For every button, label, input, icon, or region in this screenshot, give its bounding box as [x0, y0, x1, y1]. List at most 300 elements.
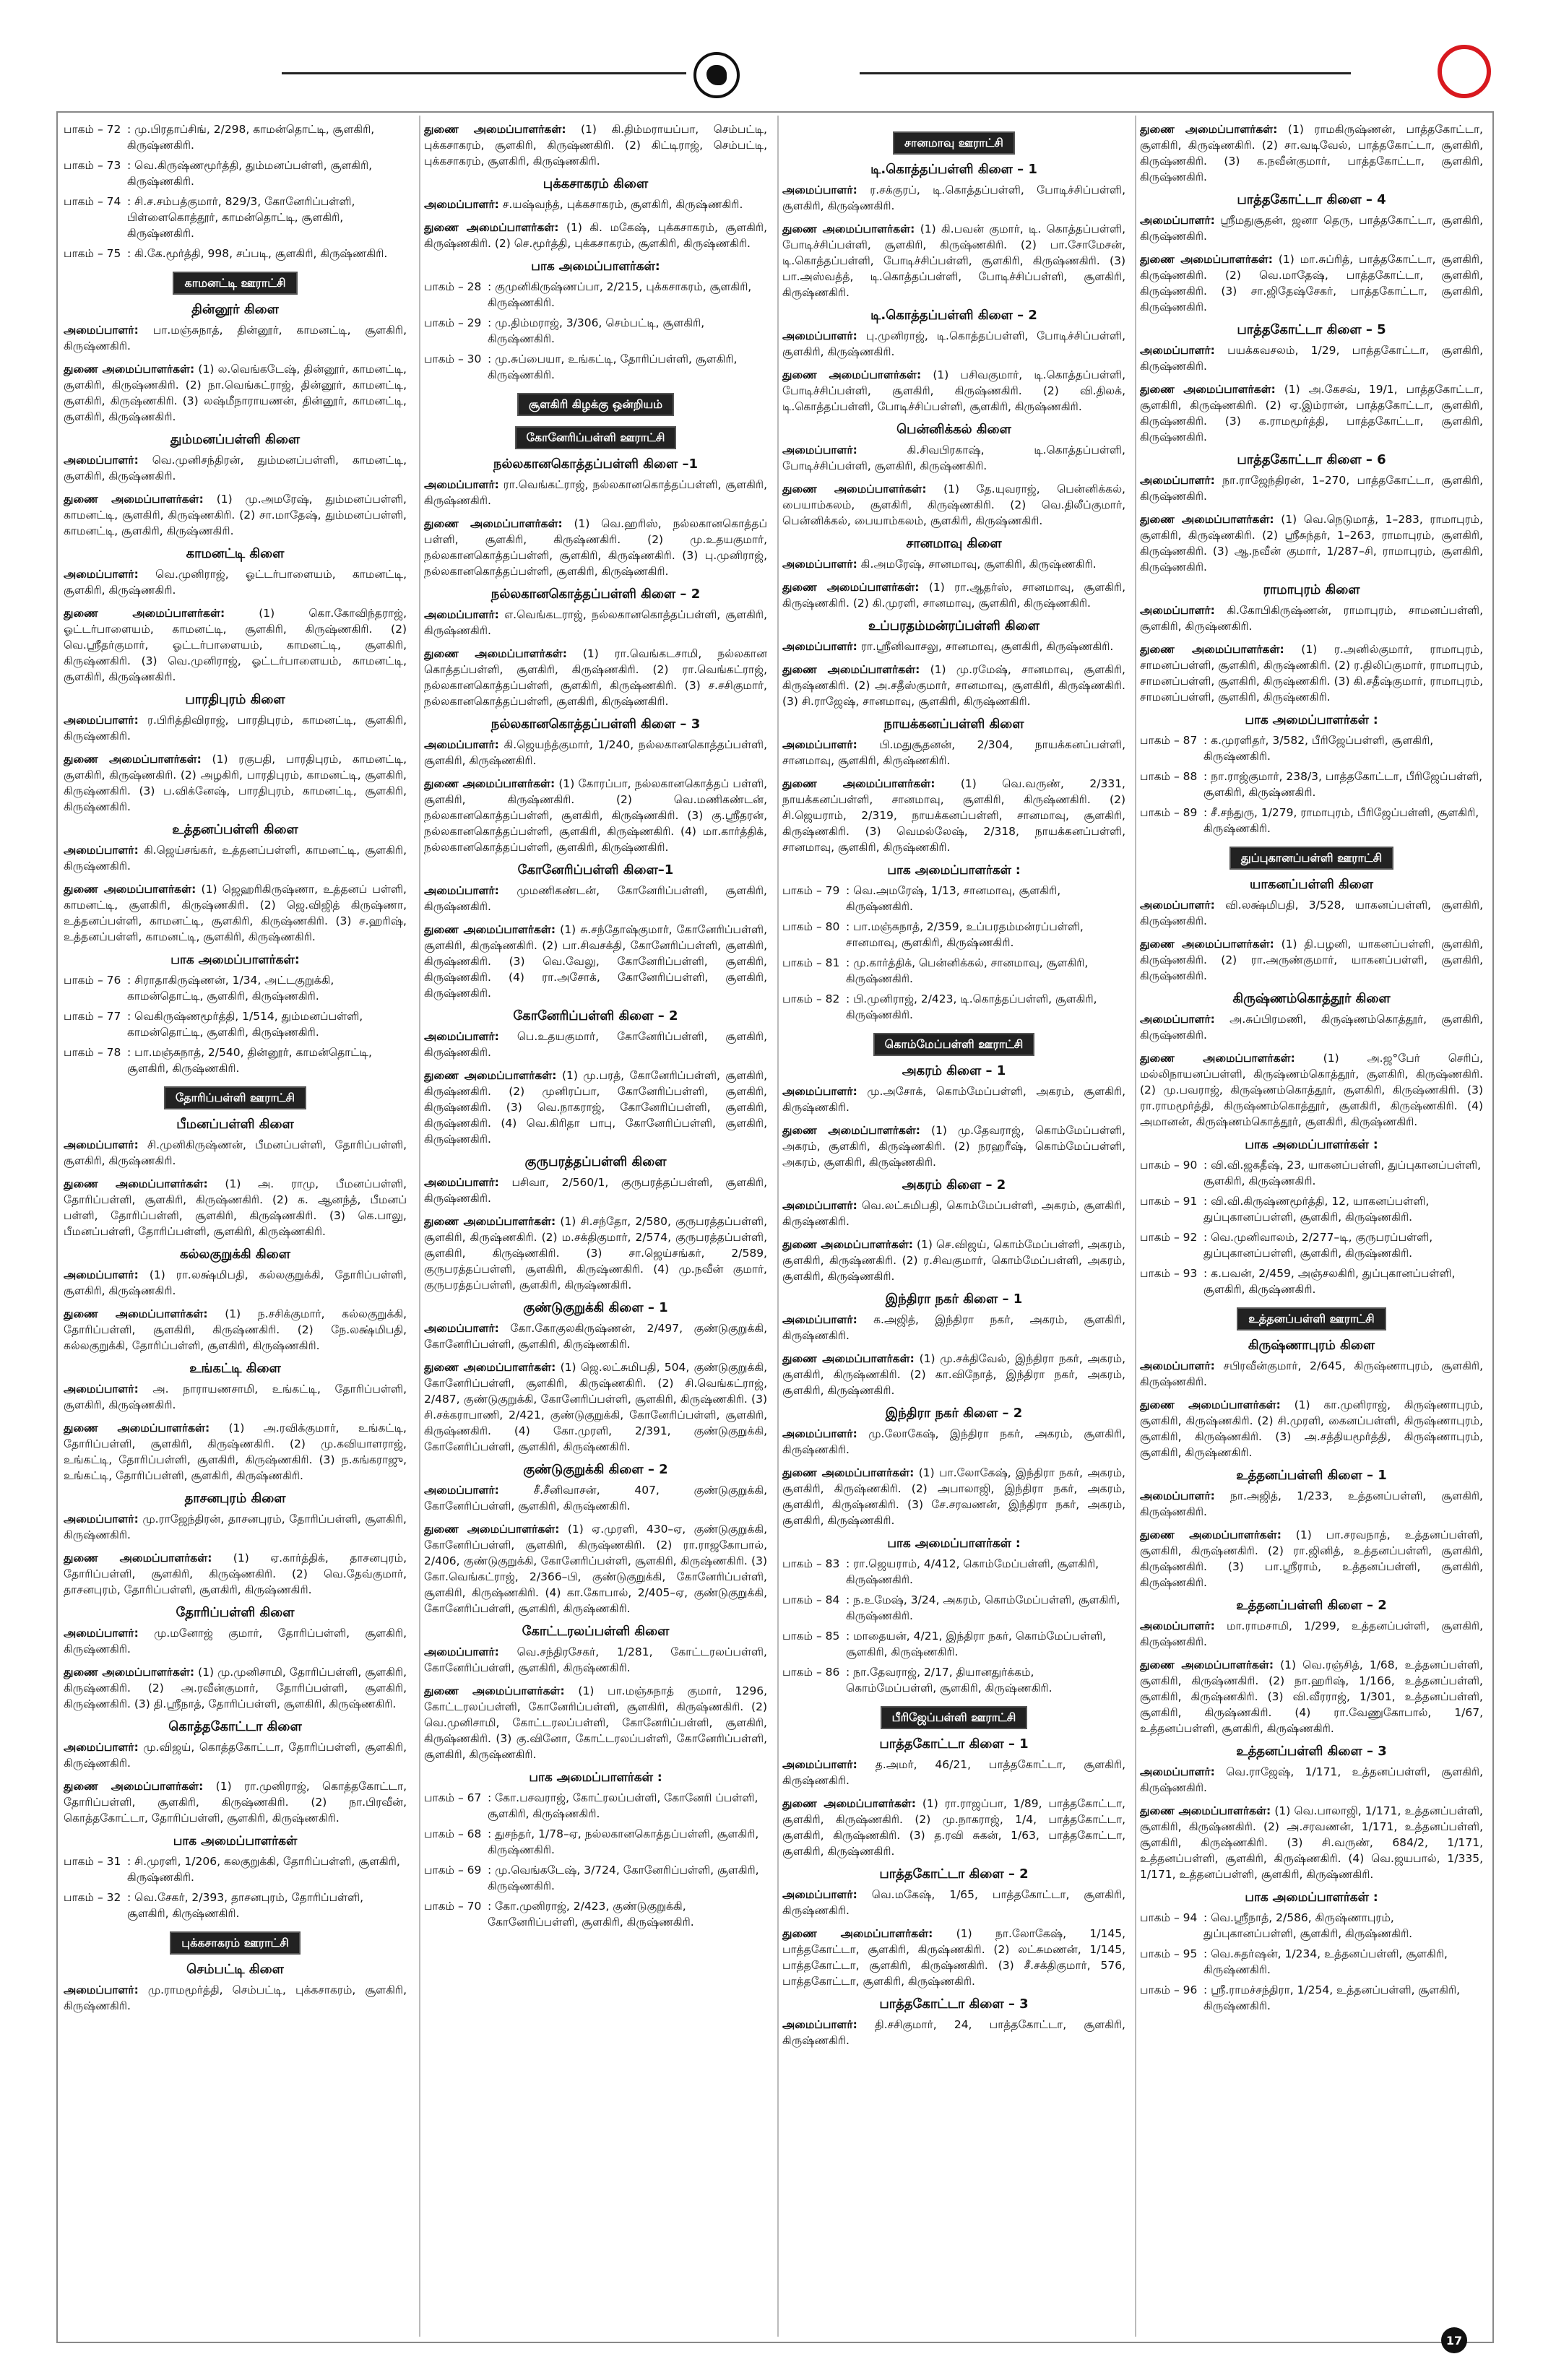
booth-organiser: : வெகிருஷ்ணமூர்த்தி, 1/514, தும்மனப்பள்ளி, காமன்தொட்டி, சூளகிரி, கிருஷ்ணகிரி. [127, 1010, 363, 1039]
branch-title: புக்கசாகரம் கிளை [543, 176, 649, 191]
branch-title: கொத்தகோட்டா கிளை [168, 1719, 302, 1734]
booth-organisers-heading: பாக அமைப்பாளர்கள் : [887, 1536, 1021, 1551]
role-label: துணை அமைப்பாளர்கள்: [782, 1352, 915, 1365]
page-number: 17 [1441, 2327, 1467, 2353]
organiser-names: (1) சு.சந்தோஷ்குமார், கோனேரிப்பள்ளி, சூளகிரி, கிருஷ்ணகிரி. (2) பா.சிவசக்தி, கோனேரிப்பள்ளி, சூளகிரி, கிருஷ்ணகிரி. (3) வெ.வேலு, கோனேரிப்பள்ளி, சூளகிரி, கிருஷ்ணகிரி. (4) ரா.அசோக், கோனேரிப்பள்ளி, சூளகிரி, கிருஷ்ணகிரி. [424, 923, 767, 1000]
organiser-names: ச.யஷ்வந்த், புக்கசாகரம், சூளகிரி, கிருஷ்ணகிரி. [498, 198, 743, 211]
organiser-paragraph [782, 1887, 1125, 1918]
booth-entry [1140, 732, 1483, 764]
organiser-paragraph [1140, 1358, 1483, 1390]
organiser-paragraph [64, 1739, 407, 1771]
role-label: அமைப்பாளர்: [424, 608, 499, 621]
organiser-names: (1) கொ.கோவிந்தராஜ், ஓட்டர்பாளையம், காமனட்டி, சூளகிரி, கிருஷ்ணகிரி. (2) வெ.ஸ்ரீதர்குமார், ஓட்டர்பாளையம், காமனட்டி, சூளகிரி, கிருஷ்ணகிரி. (3) வெ.முனிராஜ், ஓட்டர்பாளையம், காமனட்டி, சூளகிரி, கிருஷ்ணகிரி. [64, 607, 407, 683]
organiser-names: (1) தி.பழனி, யாகனப்பள்ளி, சூளகிரி, கிருஷ்ணகிரி. (2) ரா.அருண்குமார், யாகனப்பள்ளி, சூளகிரி, கிருஷ்ணகிரி. [1140, 938, 1483, 982]
organiser-names: பா.மஞ்சுநாத், தின்னூர், காமனட்டி, சூளகிரி, கிருஷ்ணகிரி. [64, 324, 407, 352]
booth-organiser: : துசந்தர், 1/78–ஏ, நல்லகானகொத்தப்பள்ளி, சூளகிரி, கிருஷ்ணகிரி. [488, 1827, 759, 1856]
booth-entry [1140, 1193, 1483, 1225]
organiser-paragraph [782, 2017, 1125, 2048]
branch-title: கோனேரிப்பள்ளி கிளை–1 [517, 862, 674, 878]
branch-title: டி.கொத்தப்பள்ளி கிளை – 2 [870, 308, 1037, 323]
organiser-names: ர.சக்குரப், டி.கொத்தப்பள்ளி, போடிச்சிப்பள்ளி, சூளகிரி, கிருஷ்ணகிரி. [782, 183, 1125, 212]
branch-title: தும்மனப்பள்ளி கிளை [170, 432, 301, 447]
organiser-paragraph [64, 1664, 407, 1712]
booth-entry [1140, 1229, 1483, 1261]
organiser-paragraph [1140, 511, 1483, 575]
panchayat-heading-label: காமனட்டி ஊராட்சி [173, 272, 297, 295]
organiser-paragraph [782, 367, 1125, 415]
panchayat-heading [424, 393, 767, 416]
booth-entry [1140, 1946, 1483, 1978]
booth-organiser: : மாதையன், 4/21, இந்திரா நகர், கொம்மேப்பள்ளி, சூளகிரி, கிருஷ்ணகிரி. [846, 1630, 1107, 1658]
booth-organiser: : க.பவன், 2/459, அஞ்சலகிரி, துப்புகானப்பள்ளி, சூளகிரி, கிருஷ்ணகிரி. [1203, 1267, 1456, 1296]
booth-organiser: : சி.ச.சம்பத்குமார், 829/3, கோனேரிப்பள்ளி, பிள்ளைகொத்தூர், காமன்தொட்டி, சூளகிரி, கிருஷ்ணகிரி. [127, 195, 355, 240]
booth-number: பாகம் – 79 [782, 884, 840, 897]
role-label: துணை அமைப்பாளர்கள்: [424, 123, 566, 136]
organiser-names: (1) சி.சந்தோ, 2/580, குருபரத்தப்பள்ளி, சூளகிரி, கிருஷ்ணகிரி. (2) ம.சக்திகுமார், 2/574, குருபரத்தப்பள்ளி, சூளகிரி, கிருஷ்ணகிரி. (3) சா.ஜெய்சங்கர், 2/589, குருபரத்தப்பள்ளி, சூளகிரி, கிருஷ்ணகிரி. (4) மு.நவீன் குமார், குருபரத்தப்பள்ளி, சூளகிரி, கிருஷ்ணகிரி. [424, 1215, 767, 1291]
organiser-paragraph [424, 607, 767, 639]
booth-number: பாகம் – 95 [1140, 1947, 1198, 1960]
booth-number: பாகம் – 77 [64, 1010, 121, 1023]
role-label: அமைப்பாளர்: [424, 1322, 499, 1335]
role-label: அமைப்பாளர்: [64, 1513, 139, 1526]
organiser-names: (1) கி. மகேஷ், புக்கசாகரம், சூளகிரி, கிருஷ்ணகிரி. (2) செ.மூர்த்தி, புக்கசாகரம், சூளகிரி, கிருஷ்ணகிரி. [424, 221, 767, 250]
organiser-paragraph [1140, 381, 1483, 445]
organiser-paragraph [64, 1982, 407, 2014]
organiser-names: முமணிகண்டன், கோனேரிப்பள்ளி, சூளகிரி, கிருஷ்ணகிரி. [424, 884, 767, 913]
booth-entry [424, 1898, 767, 1930]
organiser-paragraph [64, 1625, 407, 1657]
role-label: துணை அமைப்பாளர்கள்: [64, 1666, 195, 1679]
booth-organiser: : பா.மஞ்சுநாத், 2/540, தின்னூர், காமன்தொட்டி, சூளகிரி, கிருஷ்ணகிரி. [127, 1046, 372, 1075]
branch-title: நல்லகானகொத்தப்பள்ளி கிளை – 2 [490, 587, 701, 602]
branch-title: இந்திரா நகர் கிளை – 2 [885, 1406, 1023, 1421]
organiser-names: (1) வெ.ஹரிஸ், நல்லகானகொத்தப் பள்ளி, சூளகிரி, கிருஷ்ணகிரி. (2) மு.உதயகுமார், நல்லகானகொத்தப்பள்ளி, சூளகிரி, கிருஷ்ணகிரி. (3) பு.முனிராஜ், நல்லகானகொத்தப்பள்ளி, சூளகிரி, கிருஷ்ணகிரி. [424, 517, 767, 578]
booth-number: பாகம் – 76 [64, 974, 121, 987]
role-label: அமைப்பாளர்: [782, 2018, 857, 2031]
organiser-names: (1) ராமகிருஷ்ணன், பாத்தகோட்டா, சூளகிரி, கிருஷ்ணகிரி. (2) சா.வடிவேல், பாத்தகோட்டா, சூளகிரி, கிருஷ்ணகிரி. (3) க.நவீன்குமார், பாத்தகோட்டா, சூளகிரி, கிருஷ்ணகிரி. [1140, 123, 1483, 183]
role-label: துணை அமைப்பாளர்கள்: [1140, 1528, 1281, 1541]
organiser-paragraph [424, 516, 767, 579]
organiser-names: (1) அ. ராமு, பீமனப்பள்ளி, தோரிப்பள்ளி, சூளகிரி, கிருஷ்ணகிரி. (2) க. ஆனந்த், பீமனப் பள்ளி, தோரிப்பள்ளி, சூளகிரி, கிருஷ்ணகிரி. (3) கெ.பாலு, பீமனப்பள்ளி, தோரிப்பள்ளி, சூளகிரி, கிருஷ்ணகிரி. [64, 1177, 407, 1238]
organiser-names: (1) மு.பரத், கோனேரிப்பள்ளி, சூளகிரி, கிருஷ்ணகிரி. (2) முனிரப்பா, கோனேரிப்பள்ளி, சூளகிரி, கிருஷ்ணகிரி. (3) வெ.நாகராஜ், கோனேரிப்பள்ளி, சூளகிரி, கிருஷ்ணகிரி. (4) வெ.கிரிதா பாபு, கோனேரிப்பள்ளி, சூளகிரி, கிருஷ்ணகிரி. [424, 1069, 767, 1146]
organiser-paragraph [64, 1306, 407, 1354]
organiser-names: பயக்கவசலம், 1/29, பாத்தகோட்டா, சூளகிரி, கிருஷ்ணகிரி. [1140, 344, 1483, 373]
booth-entry [1140, 769, 1483, 800]
branch-title: தோரிப்பள்ளி கிளை [176, 1605, 295, 1620]
organiser-names: வெ.மகேஷ், 1/65, பாத்தகோட்டா, சூளகிரி, கிருஷ்ணகிரி. [782, 1888, 1125, 1917]
booth-entry [424, 351, 767, 383]
role-label: அமைப்பாளர்: [782, 329, 857, 342]
organiser-names: அ.சுப்பிரமணி, கிருஷ்ணம்கொத்தூர், சூளகிரி, கிருஷ்ணகிரி. [1140, 1013, 1483, 1042]
branch-title: உத்தனப்பள்ளி கிளை – 3 [1236, 1744, 1387, 1759]
booth-organiser: : ஸ்ரீ.ராமச்சந்திரா, 1/254, உத்தனப்பள்ளி, சூளகிரி, கிருஷ்ணகிரி. [1203, 1983, 1461, 2012]
booth-organisers-heading: பாக அமைப்பாளர்கள் [173, 1834, 298, 1848]
organiser-paragraph [782, 556, 1125, 572]
role-label: துணை அமைப்பாளர்கள்: [424, 1215, 556, 1228]
booth-number: பாகம் – 88 [1140, 770, 1198, 783]
organiser-names: ர.பிரித்திவிராஜ், பாரதிபுரம், காமனட்டி, சூளகிரி, கிருஷ்ணகிரி. [64, 714, 407, 743]
role-label: அமைப்பாளர்: [782, 1427, 857, 1440]
role-label: அமைப்பாளர்: [64, 568, 139, 581]
organiser-paragraph [1140, 121, 1483, 185]
role-label: அமைப்பாளர்: [782, 1313, 857, 1326]
role-label: அமைப்பாளர்: [64, 454, 139, 467]
organiser-paragraph [424, 1213, 767, 1293]
organiser-paragraph [782, 662, 1125, 709]
organiser-paragraph [782, 1312, 1125, 1343]
role-label: துணை அமைப்பாளர்கள்: [64, 363, 195, 376]
organiser-paragraph [1140, 1764, 1483, 1796]
panchayat-heading [424, 426, 767, 449]
panchayat-heading-label: கொம்மேப்பள்ளி ஊராட்சி [873, 1033, 1035, 1056]
organiser-paragraph [424, 883, 767, 914]
organiser-names: வெ.ராஜேஷ், 1/171, உத்தனப்பள்ளி, சூளகிரி, கிருஷ்ணகிரி. [1140, 1765, 1483, 1794]
branch-title: பென்னிக்கல் கிளை [896, 422, 1011, 437]
booth-organiser: : கோ.முனிராஜ், 2/423, குண்டுகுறுக்கி, கோனேரிப்பள்ளி, சூளகிரி, கிருஷ்ணகிரி. [488, 1900, 694, 1929]
organiser-paragraph [1140, 936, 1483, 984]
branch-title: பாத்தகோட்டா கிளை – 3 [879, 1996, 1029, 2012]
booth-organiser: : மு.பிரதாப்சிங், 2/298, காமன்தொட்டி, சூளகிரி, கிருஷ்ணகிரி. [127, 123, 375, 152]
panchayat-heading-label: கோனேரிப்பள்ளி ஊராட்சி [515, 426, 677, 449]
role-label: துணை அமைப்பாளர்கள்: [64, 607, 225, 620]
booth-number: பாகம் – 83 [782, 1557, 840, 1570]
branch-title: ராமாபுரம் கிளை [1263, 582, 1360, 597]
booth-organiser: : வெ.சேகர், 2/393, தாசனபுரம், தோரிப்பள்ளி, சூளகிரி, கிருஷ்ணகிரி. [127, 1891, 364, 1920]
branch-title: அகரம் கிளை – 1 [902, 1063, 1006, 1078]
organiser-paragraph [424, 1521, 767, 1617]
organiser-names: (1) ரா.வெங்கடசாமி, நல்லகான கொத்தப்பள்ளி, சூளகிரி, கிருஷ்ணகிரி. (2) ரா.வெங்கட்ராஜ், நல்லகானகொத்தப்பள்ளி, சூளகிரி, கிருஷ்ணகிரி. (3) ச.சசிகுமார், நல்லகானகொத்தப்பள்ளி, சூளகிரி, கிருஷ்ணகிரி. [424, 647, 767, 708]
booth-organiser: : குமுனிகிருஷ்ணப்பா, 2/215, புக்கசாகரம், சூளகிரி, கிருஷ்ணகிரி. [488, 280, 752, 309]
organiser-names: (1) மு.ரமேஷ், சானமாவு, சூளகிரி, கிருஷ்ணகிரி. (2) அ.சதீஸ்குமார், சானமாவு, சூளகிரி, கிருஷ்ணகிரி. (3) சி.ராஜேஷ், சானமாவு, சூளகிரி, கிருஷ்ணகிரி. [782, 663, 1125, 708]
role-label: அமைப்பாளர்: [782, 1199, 857, 1212]
booth-organiser: : வெ.அமரேஷ், 1/13, சானமாவு, சூளகிரி, கிருஷ்ணகிரி. [846, 884, 1061, 913]
page-header [0, 0, 1543, 108]
organiser-paragraph [424, 1644, 767, 1676]
organiser-names: சபிரவீன்குமார், 2/645, கிருஷ்ணாபுரம், சூளகிரி, கிருஷ்ணகிரி. [1140, 1359, 1483, 1388]
booth-organiser: : மு.கார்த்திக், பென்னிக்கல், சானமாவு, சூளகிரி, கிருஷ்ணகிரி. [846, 956, 1089, 985]
booth-organisers-heading: பாக அமைப்பாளர்கள் : [1245, 713, 1378, 727]
branch-title: பாத்தகோட்டா கிளை – 1 [879, 1736, 1029, 1752]
organiser-paragraph [424, 220, 767, 251]
branch-title: உத்தனப்பள்ளி கிளை – 2 [1236, 1598, 1387, 1613]
organiser-paragraph [782, 1237, 1125, 1284]
organiser-names: (1) நா.லோகேஷ், 1/145, பாத்தகோட்டா, சூளகிரி, கிருஷ்ணகிரி. (2) லட்சுமணன், 1/145, பாத்தகோட்டா, சூளகிரி, கிருஷ்ணகிரி. (3) சீ.சக்திகுமார், 576, பாத்தகோட்டா, சூளகிரி, கிருஷ்ணகிரி. [782, 1927, 1125, 1988]
booth-organiser: : ரா.ஜெயராம், 4/412, கொம்மேப்பள்ளி, சூளகிரி, கிருஷ்ணகிரி. [846, 1557, 1099, 1586]
organiser-names: த.அமர், 46/21, பாத்தகோட்டா, சூளகிரி, கிருஷ்ணகிரி. [782, 1758, 1125, 1787]
booth-entry [782, 883, 1125, 914]
branch-title: குண்டுகுறுக்கி கிளை – 1 [523, 1300, 668, 1315]
panchayat-heading-label: சானமாவு ஊராட்சி [893, 131, 1015, 155]
role-label: துணை அமைப்பாளர்கள்: [782, 663, 920, 676]
booth-number: பாகம் – 85 [782, 1630, 840, 1643]
organiser-names: சி.முனிகிருஷ்ணன், பீமனப்பள்ளி, தோரிப்பள்ளி, சூளகிரி, கிருஷ்ணகிரி. [64, 1138, 407, 1167]
organiser-paragraph [424, 1068, 767, 1147]
organiser-paragraph [1140, 1657, 1483, 1736]
organiser-names: (1) வெ.வருண், 2/331, நாயக்கனப்பள்ளி, சானமாவு, சூளகிரி, கிருஷ்ணகிரி. (2) சி.ஜெயராம், 2/319, நாயக்கனப்பள்ளி, சானமாவு, சூளகிரி, கிருஷ்ணகிரி. (3) வெமல்லேஷ், 2/318, நாயக்கனப்பள்ளி, சானமாவு, சூளகிரி, கிருஷ்ணகிரி. [782, 777, 1125, 854]
organiser-paragraph [424, 776, 767, 855]
role-label: அமைப்பாளர்: [1140, 1013, 1215, 1026]
branch-title: உப்பரதம்மன்ரப்பள்ளி கிளை [868, 618, 1040, 633]
organiser-names: வெ.முனிசந்திரன், தும்மனப்பள்ளி, காமனட்டி, சூளகிரி, கிருஷ்ணகிரி. [64, 454, 407, 483]
organiser-paragraph [1140, 251, 1483, 315]
branch-title: உத்தனப்பள்ளி கிளை [172, 822, 298, 837]
organiser-names: எ.வெங்கடராஜ், நல்லகானகொத்தப்பள்ளி, சூளகிரி, கிருஷ்ணகிரி. [424, 608, 767, 637]
panchayat-heading [1140, 847, 1483, 870]
role-label: துணை அமைப்பாளர்கள்: [424, 221, 559, 234]
booth-entry [64, 1044, 407, 1076]
booth-entry [1140, 805, 1483, 836]
role-label: துணை அமைப்பாளர்கள்: [1140, 938, 1274, 951]
organiser-names: (1) ஏ.முரளி, 430–ஏ, குண்டுகுறுக்கி, கோனேரிப்பள்ளி, சூளகிரி, கிருஷ்ணகிரி. (2) ரா.ராஜகோபால், 2/406, குண்டுகுறுக்கி, கோனேரிப்பள்ளி, சூளகிரி, கிருஷ்ணகிரி. (3) கோ.வெங்கட்ராஜ், 2/366–பி, குண்டுகுறுக்கி, கோனேரிப்பள்ளி, சூளகிரி, கிருஷ்ணகிரி. (4) கா.கோபால், 2/405–ஏ, குண்டுகுறுக்கி, கோனேரிப்பள்ளி, சூளகிரி, கிருஷ்ணகிரி. [424, 1523, 767, 1615]
role-label: துணை அமைப்பாளர்கள்: [64, 1780, 204, 1793]
organiser-names: பசிவா, 2/560/1, குருபரத்தப்பள்ளி, சூளகிரி, கிருஷ்ணகிரி. [424, 1176, 767, 1205]
organiser-paragraph [64, 491, 407, 539]
booth-number: பாகம் – 32 [64, 1891, 121, 1904]
branch-title: உங்கட்டி கிளை [189, 1361, 281, 1376]
branch-title: கோனேரிப்பள்ளி கிளை – 2 [513, 1008, 678, 1024]
booth-organiser: : மு.திம்மராஜ், 3/306, செம்பட்டி, சூளகிரி, கிருஷ்ணகிரி. [488, 316, 705, 345]
role-label: துணை அமைப்பாளர்கள்: [782, 1238, 914, 1251]
organiser-paragraph [782, 182, 1125, 214]
role-label: துணை அமைப்பாளர்கள்: [1140, 1658, 1274, 1671]
role-label: அமைப்பாளர்: [782, 738, 857, 751]
branch-title: டி.கொத்தப்பள்ளி கிளை – 1 [870, 162, 1037, 177]
role-label: துணை அமைப்பாளர்கள்: [782, 777, 935, 790]
organiser-names: கி.ஜெய்சங்கர், உத்தனப்பள்ளி, காமனட்டி, சூளகிரி, கிருஷ்ணகிரி. [64, 844, 407, 873]
booth-entry [64, 1008, 407, 1040]
role-label: துணை அமைப்பாளர்கள்: [64, 1307, 208, 1320]
branch-title: கோட்டரலப்பள்ளி கிளை [522, 1624, 670, 1639]
booth-organiser: : வி.வி.ஜகதீஷ், 23, யாகனப்பள்ளி, துப்புகானப்பள்ளி, சூளகிரி, கிருஷ்ணகிரி. [1203, 1159, 1482, 1187]
organiser-names: ரா.ஸ்ரீனிவாசலு, சானமாவு, சூளகிரி, கிருஷ்ணகிரி. [857, 640, 1114, 653]
role-label: அமைப்பாளர்: [64, 1138, 139, 1151]
organiser-names: ஸ்ரீமதுசூதன், ஜனா தெரு, பாத்தகோட்டா, சூளகிரி, கிருஷ்ணகிரி. [1140, 214, 1483, 243]
organiser-paragraph [64, 712, 407, 744]
panchayat-heading [64, 1931, 407, 1955]
booth-number: பாகம் – 92 [1140, 1231, 1198, 1244]
organiser-paragraph [1140, 212, 1483, 244]
role-label: அமைப்பாளர்: [1140, 604, 1215, 617]
header-rule-right [860, 72, 1351, 74]
organiser-paragraph [424, 477, 767, 509]
organiser-names: கி.அமரேஷ், சானமாவு, சூளகிரி, கிருஷ்ணகிரி. [857, 558, 1097, 571]
role-label: துணை அமைப்பாளர்கள்: [782, 1927, 933, 1940]
booth-entry [64, 1890, 407, 1921]
organiser-paragraph [64, 361, 407, 425]
organiser-names: (1) ர.அனில்குமார், ராமாபுரம், சாமனப்பள்ளி, சூளகிரி, கிருஷ்ணகிரி. (2) ர.திலிப்குமார், ராமாபுரம், சாமனப்பள்ளி, சூளகிரி, கிருஷ்ணகிரி. (3) கி.சதீஷ்குமார், ராமாபுரம், சாமனப்பள்ளி, சூளகிரி, கிருஷ்ணகிரி. [1140, 643, 1483, 704]
organiser-paragraph [64, 1420, 407, 1484]
role-label: அமைப்பாளர்: [424, 478, 499, 491]
red-circle-marker [1438, 45, 1491, 98]
role-label: அமைப்பாளர்: [1140, 1765, 1215, 1778]
column-1 [64, 121, 407, 2324]
organiser-paragraph [424, 121, 767, 169]
organiser-paragraph [782, 1926, 1125, 1989]
role-label: துணை அமைப்பாளர்கள்: [424, 923, 556, 936]
role-label: அமைப்பாளர்: [1140, 1489, 1215, 1502]
organiser-paragraph [64, 881, 407, 945]
booth-entry [782, 1664, 1125, 1696]
booth-organiser: : நா.தேவராஜ், 2/17, தியானதுர்க்கம், கொம்மேப்பள்ளி, சூளகிரி, கிருஷ்ணகிரி. [846, 1666, 1053, 1695]
organiser-names: (1) அ.ரவிக்குமார், உங்கட்டி, தோரிப்பள்ளி, சூளகிரி, கிருஷ்ணகிரி. (2) மு.கவியாளராஜ், உங்கட்டி, தோரிப்பள்ளி, சூளகிரி, கிருஷ்ணகிரி. (3) ந.கங்கராஜு, உங்கட்டி, தோரிப்பள்ளி, சூளகிரி, கிருஷ்ணகிரி. [64, 1421, 407, 1482]
booth-entry [782, 1556, 1125, 1588]
role-label: அமைப்பாளர்: [424, 1030, 499, 1043]
booth-entry [64, 1853, 407, 1885]
role-label: அமைப்பாளர்: [782, 1085, 857, 1098]
branch-title: உத்தனப்பள்ளி கிளை – 1 [1236, 1468, 1387, 1483]
organiser-names: (1) கி.பவன் குமார், டி. கொத்தப்பள்ளி, போடிச்சிப்பள்ளி, சூளகிரி, கிருஷ்ணகிரி. (2) பா.சோமேசன், டி.கொத்தப்பள்ளி, போடிச்சிப்பள்ளி, சூளகிரி, கிருஷ்ணகிரி. (3) பா.அஸ்வத்த், டி.கொத்தப்பள்ளி, போடிச்சிப்பள்ளி, சூளகிரி, கிருஷ்ணகிரி. [782, 222, 1125, 299]
booth-organiser: : பி.முனிராஜ், 2/423, டி.கொத்தப்பள்ளி, சூளகிரி, கிருஷ்ணகிரி. [846, 992, 1097, 1021]
role-label: துணை அமைப்பாளர்கள்: [64, 1177, 208, 1190]
booth-organiser: : ந.உமேஷ், 3/24, அகரம், கொம்மேப்பள்ளி, சூளகிரி, கிருஷ்ணகிரி. [846, 1593, 1120, 1622]
organiser-names: நா.ராஜேந்திரன், 1–270, பாத்தகோட்டா, சூளகிரி, கிருஷ்ணகிரி. [1140, 474, 1483, 503]
organiser-paragraph [782, 1351, 1125, 1398]
booth-organiser: : சி.முரளி, 1/206, கலகுறுக்கி, தோரிப்பள்ளி, சூளகிரி, கிருஷ்ணகிரி. [127, 1855, 400, 1884]
branch-title: யாகனப்பள்ளி கிளை [1249, 877, 1374, 892]
organiser-names: கி.சிவபிரகாஷ், டி.கொத்தப்பள்ளி, போடிச்சிப்பள்ளி, சூளகிரி, கிருஷ்ணகிரி. [782, 443, 1125, 472]
organiser-paragraph [424, 737, 767, 769]
booth-number: பாகம் – 81 [782, 956, 840, 969]
organiser-paragraph [1140, 602, 1483, 634]
role-label: துணை அமைப்பாளர்கள்: [782, 1124, 920, 1137]
branch-title: அகரம் கிளை – 2 [902, 1177, 1006, 1193]
organiser-names: (1) செ.விஜய், கொம்மேப்பள்ளி, அகரம், சூளகிரி, கிருஷ்ணகிரி. (2) ர.சிவகுமார், கொம்மேப்பள்ளி, அகரம், சூளகிரி, கிருஷ்ணகிரி. [782, 1238, 1125, 1283]
organiser-names: (1) மு.தேவராஜ், கொம்மேப்பள்ளி, அகரம், சூளகிரி, கிருஷ்ணகிரி. (2) நரஹரீஷ், கொம்மேப்பள்ளி, அகரம், சூளகிரி, கிருஷ்ணகிரி. [782, 1124, 1125, 1169]
role-label: துணை அமைப்பாளர்கள்: [782, 1466, 915, 1479]
organiser-paragraph [1140, 641, 1483, 705]
organiser-paragraph [1140, 897, 1483, 929]
organiser-names: (1) அ.கேசவ், 19/1, பாத்தகோட்டா, சூளகிரி, கிருஷ்ணகிரி. (2) ஏ.இம்ரான், பாத்தகோட்டா, சூளகிரி, கிருஷ்ணகிரி. (3) க.ராமமூர்த்தி, பாத்தகோட்டா, சூளகிரி, கிருஷ்ணகிரி. [1140, 383, 1483, 443]
organiser-names: (1) வெ.ரஞ்சித், 1/68, உத்தனப்பள்ளி, சூளகிரி, கிருஷ்ணகிரி. (2) நா.ஹரிஷ், 1/166, உத்தனப்பள்ளி, சூளகிரி, கிருஷ்ணகிரி. (3) வி.வீரராஜ், 1/301, உத்தனப்பள்ளி, சூளகிரி, கிருஷ்ணகிரி. (4) ரா.வேணுகோபால், 1/67, உத்தனப்பள்ளி, சூளகிரி, கிருஷ்ணகிரி. [1140, 1658, 1483, 1735]
organiser-names: அ. நாராயணசாமி, உங்கட்டி, தோரிப்பள்ளி, சூளகிரி, கிருஷ்ணகிரி. [64, 1382, 407, 1411]
booth-organiser: : பா.மஞ்சுநாத், 2/359, உப்பரதம்மன்ரப்பள்ளி, சானமாவு, சூளகிரி, கிருஷ்ணகிரி. [846, 920, 1084, 949]
organiser-names: கி.கோபிகிருஷ்ணன், ராமாபுரம், சாமனப்பள்ளி, சூளகிரி, கிருஷ்ணகிரி. [1140, 604, 1483, 633]
organiser-paragraph [64, 452, 407, 484]
organiser-names: தி.சசிகுமார், 24, பாத்தகோட்டா, சூளகிரி, கிருஷ்ணகிரி. [782, 2018, 1125, 2047]
organiser-paragraph [1140, 1050, 1483, 1130]
branch-title: பாத்தகோட்டா கிளை – 2 [879, 1866, 1029, 1882]
branch-title: கிருஷ்ணாபுரம் கிளை [1248, 1338, 1375, 1353]
booth-number: பாகம் – 82 [782, 992, 840, 1005]
organiser-paragraph [64, 1381, 407, 1413]
booth-organisers-heading: பாக அமைப்பாளர்கள் : [887, 863, 1021, 878]
branch-title: நல்லகானகொத்தப்பள்ளி கிளை –1 [493, 456, 699, 472]
organiser-paragraph [782, 442, 1125, 474]
booth-number: பாகம் – 30 [424, 352, 482, 365]
booth-organiser: : நா.ராஜ்குமார், 238/3, பாத்தகோட்டா, பீரிஜேப்பள்ளி, சூளகிரி, கிருஷ்ணகிரி. [1203, 770, 1483, 799]
role-label: துணை அமைப்பாளர்கள்: [64, 753, 202, 766]
booth-organiser: : வெ.ஸ்ரீநாத், 2/586, கிருஷ்ணாபுரம், துப்புகானப்பள்ளி, சூளகிரி, கிருஷ்ணகிரி. [1203, 1911, 1413, 1940]
role-label: துணை அமைப்பாளர்கள்: [64, 1552, 212, 1565]
role-label: அமைப்பாளர்: [782, 1888, 857, 1901]
organiser-paragraph [1140, 472, 1483, 504]
booth-entry [424, 1862, 767, 1894]
role-label: துணை அமைப்பாளர்கள்: [1140, 513, 1274, 526]
role-label: துணை அமைப்பாளர்கள்: [1140, 123, 1278, 136]
booth-number: பாகம் – 78 [64, 1046, 121, 1059]
branch-title: குருபரத்தப்பள்ளி கிளை [524, 1154, 667, 1169]
organiser-names: மு.ராமமூர்த்தி, செம்பட்டி, புக்கசாகரம், சூளகிரி, கிருஷ்ணகிரி. [64, 1983, 407, 2012]
organiser-paragraph [424, 1683, 767, 1762]
booth-entry [782, 919, 1125, 951]
booth-organisers-heading: பாக அமைப்பாளர்கள்: [531, 259, 660, 274]
booth-number: பாகம் – 72 [64, 123, 121, 136]
organiser-names: பெ.உதயகுமார், கோனேரிப்பள்ளி, சூளகிரி, கிருஷ்ணகிரி. [424, 1030, 767, 1059]
branch-title: தின்னூர் கிளை [191, 302, 279, 317]
organiser-names: (1) பா.மஞ்சுநாத் குமார், 1296, கோட்டரலப்பள்ளி, கோனேரிப்பள்ளி, சூளகிரி, கிருஷ்ணகிரி. (2) வெ.முனிசாமி, கோட்டரலப்பள்ளி, கோனேரிப்பள்ளி, சூளகிரி, கிருஷ்ணகிரி. (3) கு.வினோ, கோட்டரலப்பள்ளி, கோனேரிப்பள்ளி, சூளகிரி, கிருஷ்ணகிரி. [424, 1684, 767, 1761]
organiser-paragraph [64, 1267, 407, 1299]
role-label: அமைப்பாளர்: [782, 558, 857, 571]
role-label: அமைப்பாளர்: [424, 1176, 499, 1189]
branch-title: கிருஷ்ணம்கொத்தூர் கிளை [1232, 991, 1391, 1006]
role-label: துணை அமைப்பாளர்கள்: [1140, 253, 1273, 266]
booth-number: பாகம் – 67 [424, 1791, 482, 1804]
organiser-paragraph [424, 1359, 767, 1455]
booth-entry [424, 315, 767, 347]
branch-title: கல்லகுறுக்கி கிளை [180, 1247, 290, 1262]
booth-entry [64, 246, 407, 261]
organiser-paragraph [64, 605, 407, 685]
panchayat-heading [782, 1706, 1125, 1729]
organiser-paragraph [782, 1083, 1125, 1115]
organiser-paragraph [64, 751, 407, 815]
role-label: அமைப்பாளர்: [1140, 474, 1215, 487]
branch-title: தாசனபுரம் கிளை [184, 1491, 286, 1506]
organiser-paragraph [424, 646, 767, 709]
column-3 [782, 121, 1125, 2324]
organiser-names: (1) ந.சசிக்குமார், கல்லகுறுக்கி, தோரிப்பள்ளி, சூளகிரி, கிருஷ்ணகிரி. (2) நே.லக்ஷ்மிபதி, கல்லகுறுக்கி, தோரிப்பள்ளி, சூளகிரி, கிருஷ்ணகிரி. [64, 1307, 407, 1352]
organiser-paragraph [782, 1757, 1125, 1788]
role-label: அமைப்பாளர்: [424, 1645, 499, 1658]
role-label: அமைப்பாளர்: [424, 738, 499, 751]
organiser-names: நா.அஜித், 1/233, உத்தனப்பள்ளி, சூளகிரி, கிருஷ்ணகிரி. [1140, 1489, 1483, 1518]
role-label: துணை அமைப்பாளர்கள்: [782, 222, 915, 235]
booth-number: பாகம் – 87 [1140, 734, 1198, 747]
panchayat-heading-label: தோரிப்பள்ளி ஊராட்சி [164, 1086, 306, 1109]
booth-organiser: : கோ.பசவராஜ், கோட்ரலப்பள்ளி, கோனேரி ப்பள்ளி, சூளகிரி, கிருஷ்ணகிரி. [488, 1791, 758, 1820]
organiser-names: மு.மனோஜ் குமார், தோரிப்பள்ளி, சூளகிரி, கிருஷ்ணகிரி. [64, 1627, 407, 1656]
role-label: அமைப்பாளர்: [64, 1983, 139, 1996]
organiser-names: (1) கி.திம்மராயப்பா, செம்பட்டி, புக்கசாகரம், சூளகிரி, கிருஷ்ணகிரி. (2) கிட்டிராஜ், செம்பட்டி, புக்கசாகரம், சூளகிரி, கிருஷ்ணகிரி. [424, 123, 767, 168]
organiser-paragraph [782, 1465, 1125, 1528]
organiser-paragraph [64, 1137, 407, 1169]
branch-title: சானமாவு கிளை [906, 536, 1002, 551]
role-label: அமைப்பாளர்: [64, 1741, 139, 1754]
panchayat-heading-label: பீரிஜேப்பள்ளி ஊராட்சி [881, 1706, 1028, 1729]
booth-organiser: : வெ.கிருஷ்ணமூர்த்தி, தும்மனப்பள்ளி, சூளகிரி, கிருஷ்ணகிரி. [127, 159, 373, 188]
organiser-paragraph [782, 1198, 1125, 1229]
booth-entry [782, 1592, 1125, 1624]
organiser-names: (1) ஜெ.லட்சுமிபதி, 504, குண்டுகுறுக்கி, கோனேரிப்பள்ளி, சூளகிரி, கிருஷ்ணகிரி. (2) சி.வெங்கட்ராஜ், 2/487, குண்டுகுறுக்கி, கோனேரிப்பள்ளி, சூளகிரி, கிருஷ்ணகிரி. (3) சி.சக்கராபாணி, 2/421, குண்டுகுறுக்கி, கோனேரிப்பள்ளி, சூளகிரி, கிருஷ்ணகிரி. (4) கோ.முரளி, 2/391, குண்டுகுறுக்கி, கோனேரிப்பள்ளி, சூளகிரி, கிருஷ்ணகிரி. [424, 1361, 767, 1453]
organiser-paragraph [782, 328, 1125, 360]
booth-number: பாகம் – 80 [782, 920, 840, 933]
panchayat-heading [64, 1086, 407, 1109]
organiser-names: (1) ரா.லக்ஷ்மிபதி, கல்லகுறுக்கி, தோரிப்பள்ளி, சூளகிரி, கிருஷ்ணகிரி. [64, 1268, 407, 1297]
booth-entry [1140, 1910, 1483, 1942]
organiser-paragraph [424, 1320, 767, 1352]
booth-number: பாகம் – 89 [1140, 806, 1198, 819]
booth-number: பாகம் – 29 [424, 316, 482, 329]
organiser-paragraph [424, 922, 767, 1001]
booth-organisers-heading: பாக அமைப்பாளர்கள்: [170, 953, 300, 967]
role-label: துணை அமைப்பாளர்கள்: [1140, 1052, 1295, 1065]
organiser-names: (1) ஜெஹரிகிருஷ்ணா, உத்தனப் பள்ளி, காமனட்டி, சூளகிரி, கிருஷ்ணகிரி. (2) ஜெ.விஜித் கிருஷ்ணா, உத்தனப்பள்ளி, காமனட்டி, சூளகிரி, கிருஷ்ணகிரி. (3) ச.ஹரிஷ், உத்தனப்பள்ளி, காமனட்டி, சூளகிரி, கிருஷ்ணகிரி. [64, 883, 407, 943]
booth-number: பாகம் – 91 [1140, 1195, 1198, 1208]
role-label: துணை அமைப்பாளர்கள்: [64, 493, 204, 506]
booth-entry [64, 972, 407, 1004]
organiser-paragraph [1140, 342, 1483, 374]
role-label: துணை அமைப்பாளர்கள்: [424, 1684, 565, 1697]
